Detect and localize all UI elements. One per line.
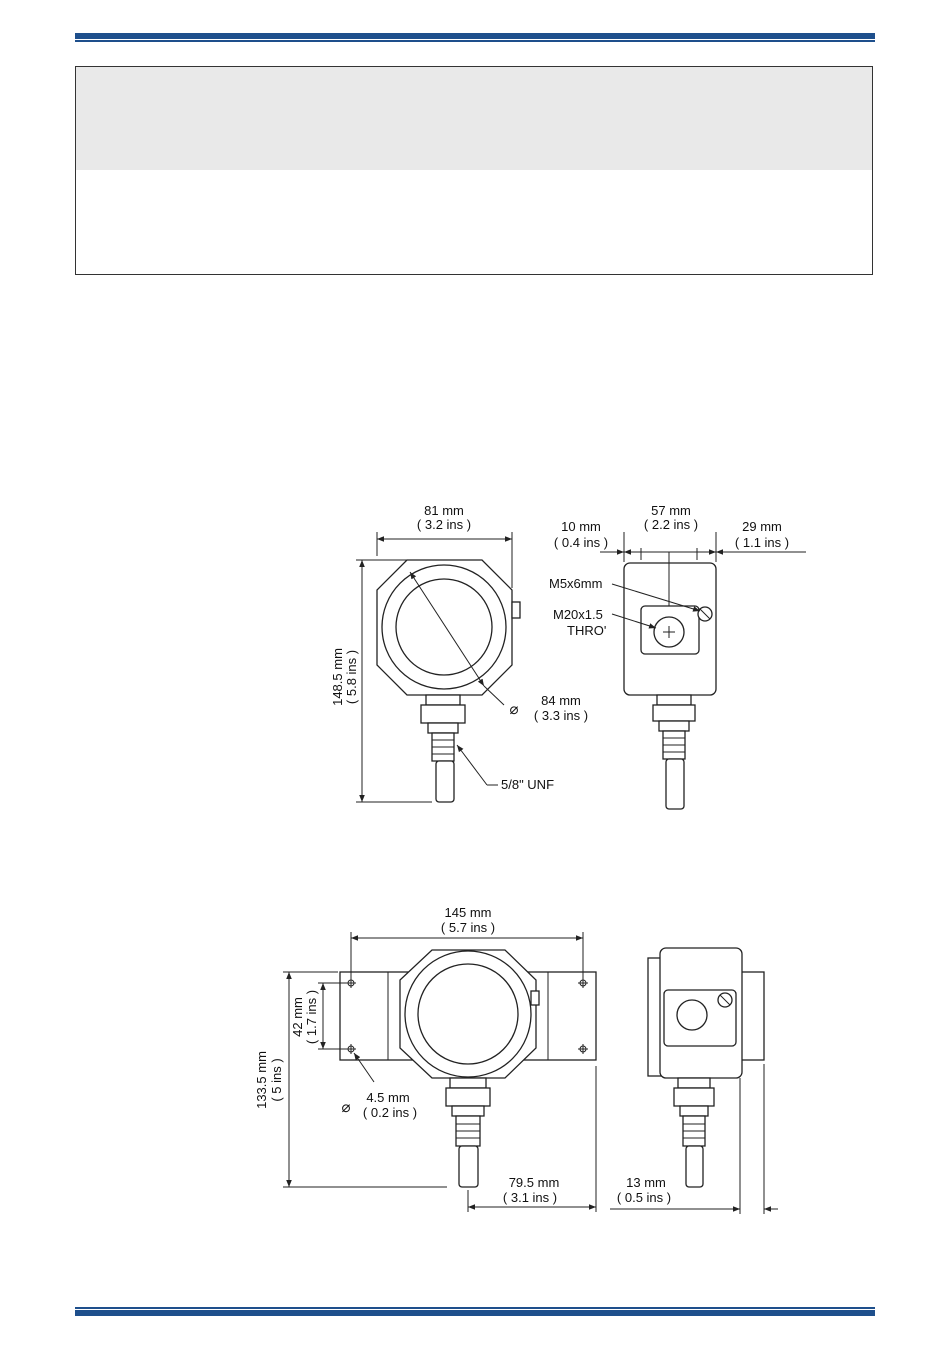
bottom-side-probe xyxy=(686,1146,703,1187)
bottom-width-mm-label: 145 mm xyxy=(444,905,492,920)
screw-label: M5x6mm xyxy=(549,576,603,591)
bottom-side-hex-nut xyxy=(674,1088,714,1106)
bottom-neck-collar xyxy=(450,1078,486,1088)
bottom-height-in-label: ( 5 ins ) xyxy=(269,1058,284,1102)
width-mm-label: 81 mm xyxy=(424,503,464,518)
bottom-side-screw xyxy=(531,991,539,1005)
offset-mm-label: 79.5 mm xyxy=(508,1175,560,1190)
bottom-width-in-label: ( 5.7 ins ) xyxy=(440,920,496,935)
right-in-label: ( 1.1 ins ) xyxy=(734,535,790,550)
depth-mm-label: 13 mm xyxy=(626,1175,666,1190)
port-label-line2: THRO' xyxy=(567,623,607,638)
hex-nut xyxy=(421,705,465,723)
bottom-front-view xyxy=(254,905,596,1212)
mid-mm-label: 57 mm xyxy=(651,503,691,518)
bottom-housing-window xyxy=(418,964,518,1064)
width-in-label: ( 3.2 ins ) xyxy=(416,517,472,532)
top-side-view xyxy=(549,503,806,809)
probe xyxy=(436,761,454,802)
bottom-fitting-ring xyxy=(452,1106,484,1116)
side-fitting-ring xyxy=(659,721,689,731)
thread-label: 5/8" UNF xyxy=(501,777,555,792)
side-screw xyxy=(512,602,520,618)
bottom-probe xyxy=(459,1146,478,1187)
hole-spacing-in-label: ( 1.7 ins ) xyxy=(304,989,319,1045)
footer-rule xyxy=(75,1307,875,1316)
top-front-view xyxy=(330,503,588,802)
hole-mm-label: 4.5 mm xyxy=(366,1090,410,1105)
housing-window xyxy=(396,579,492,675)
side-hex-nut xyxy=(653,705,695,721)
port-label-line1: M20x1.5 xyxy=(553,607,603,622)
side-probe xyxy=(666,759,684,809)
height-mm-label: 148.5 mm xyxy=(330,648,345,706)
offset-in-label: ( 3.1 ins ) xyxy=(502,1190,558,1205)
side-bracket xyxy=(740,972,764,1060)
depth-in-label: ( 0.5 ins ) xyxy=(616,1190,672,1205)
bottom-m20-port xyxy=(677,1000,707,1030)
footer-rule-thick xyxy=(75,1310,875,1316)
diameter-mm-label: 84 mm xyxy=(541,693,581,708)
bottom-hex-nut xyxy=(446,1088,490,1106)
left-mm-label: 10 mm xyxy=(561,519,601,534)
right-mm-label: 29 mm xyxy=(742,519,782,534)
side-neck-collar xyxy=(657,695,691,705)
hole-spacing-mm-label: 42 mm xyxy=(290,997,305,1037)
hole-diameter-symbol: ⌀ xyxy=(341,1099,351,1116)
left-in-label: ( 0.4 ins ) xyxy=(553,535,609,550)
mid-in-label: ( 2.2 ins ) xyxy=(643,517,699,532)
bottom-side-fitting-ring xyxy=(680,1106,708,1116)
diameter-in-label: ( 3.3 ins ) xyxy=(533,708,589,723)
neck-collar xyxy=(426,695,460,705)
bottom-side-neck-collar xyxy=(678,1078,710,1088)
fitting-ring xyxy=(428,723,458,733)
height-in-label: ( 5.8 ins ) xyxy=(344,649,359,705)
bottom-height-mm-label: 133.5 mm xyxy=(254,1051,269,1109)
diameter-symbol: ⌀ xyxy=(509,701,519,718)
footer-rule-thin xyxy=(75,1307,875,1309)
bottom-side-view xyxy=(610,948,778,1214)
hole-in-label: ( 0.2 ins ) xyxy=(362,1105,418,1120)
